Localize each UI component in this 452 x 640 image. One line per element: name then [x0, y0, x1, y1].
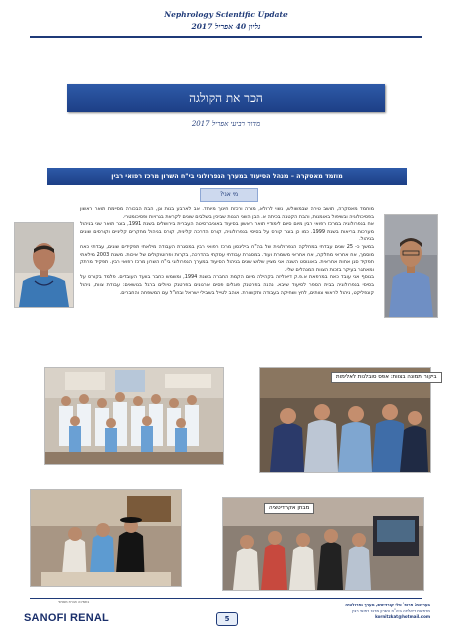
issue-line: גליון 40 אפריל 2017: [191, 22, 261, 31]
ceremony-photo: [30, 489, 182, 587]
page-number: 5: [216, 612, 238, 626]
editor-line: מרפאת דיאליזה ביה"ח השרון מרכז רפואי רבין: [352, 608, 430, 613]
publication-title: Nephrology Scientific Update: [164, 10, 288, 19]
sponsor-note: בתמיכה חברת מסניפי: [58, 600, 90, 604]
column-subtitle: מדור רביעי אפריל 2017: [191, 120, 261, 128]
article-title-bar: מוזמד מאסקרה – מנהל הסיעוד במערך הנפרולוגי בי"ח השרון מרכז רפואי רבין: [47, 168, 407, 185]
portrait-photo-left: [14, 222, 74, 308]
photo-caption-accreditation: מבחן אקרדיטציה: [264, 503, 314, 514]
editor-credits: [300, 602, 430, 620]
bio-paragraph: מוחמד מאסקרה, תושב טירה שבמשולש, נשוי לרולא, מורה ורכזת חינוך מיוחד. אב לארבע בנות וגן, הבת הבכורה מסיימת תואר ראשון בפסיכולוגיה ובשיפול באומנות, והבת הקטנה בכיתה א. הבן השני הגנות שביכין בשלבים שונים לקראת בגרויות ופסיכומטרי.: [80, 206, 374, 220]
column-banner: הכר את הקולגה: [67, 84, 385, 112]
photo-caption-team: ביקור תמונה בצוות: אפס סובלנות לאלימות: [331, 372, 442, 383]
bio-paragraph: אח בנפרולוגיה במרכז רפואי רבין מיום סיום לימודיי תואר ראשון בסיעוד באוניברסיטה העברית בירושלים בשנת 1991, בוגר תואר שני בניהול מערכות בריאות בשנת 1999. כמו כן בוגר קורס על בסיסי בנפרולוגיה, קורס הדרכה קלינית, קורס בניהול מחקרים קליניים וקורסים שונים בניהול.: [80, 221, 374, 243]
celebration-photo: [222, 497, 424, 591]
who-am-i-label: מי אני?: [200, 188, 258, 202]
sanofi-logo: SANOFI RENAL: [24, 612, 109, 624]
header-divider: [30, 36, 422, 38]
bio-paragraph: במשך כ- 25 שנים עבדתי במחלקה הנפרולוגית של בה"ח בילינסון מרכז רפואי רבין במסגרת העבודה מילאתי תפקידים שונים, עבדתי כאח מוסמך, אח אחראי מחלקה, אח אחראי משמרת ועוד. במסגרת עבודתי עסקתי בהדרכה, בקרות ופרוטוקולים של איכות. משנת 2003 מילאתי תפקיד סגן אחות אחראית. באוגוסט השנה אני מציין שלוש שנים בניהול הסיעוד במערך הנפרולוגי בי"ח השרון מרכז רפואי רבין. תפקיד מרתק ומאתגר בעיקר בזכות הצוות המנהלים שלי.: [80, 243, 375, 273]
footer-divider: [30, 598, 422, 599]
editor-email: kornitzkat@hotmail.com: [375, 614, 430, 619]
editor-line: בעריכת: פרופ' טלי קורזייטש, מערך נפרולוגיה: [345, 602, 430, 607]
bio-paragraph: בנוסף אני עובד כאח במרפאת א.פ.ק דיאליזה בקהילה מיום הקמת החברה בשנת 1994, ומשמש כחבר בוועד העובדים. פלמד בקורס על בסיסי בנפרולוגיה בבית הספר לסיעוד שיבא. נהנה בפרטנק פוגלים פסים ארגונים בפרטנק טיולים ברגל בנושאים: עבודת צוות, ניהול קונפליקט, ניהול לראשי צוותים, לחץ ושחיקה בעבודה ותקשורת. אוהב לטייל בשבילי ישראל ובחו"ל עם המשפחה והחברים.: [80, 274, 375, 296]
staff-group-photo: [44, 367, 224, 465]
portrait-photo-right: [384, 214, 438, 318]
bio-text: [80, 206, 374, 297]
